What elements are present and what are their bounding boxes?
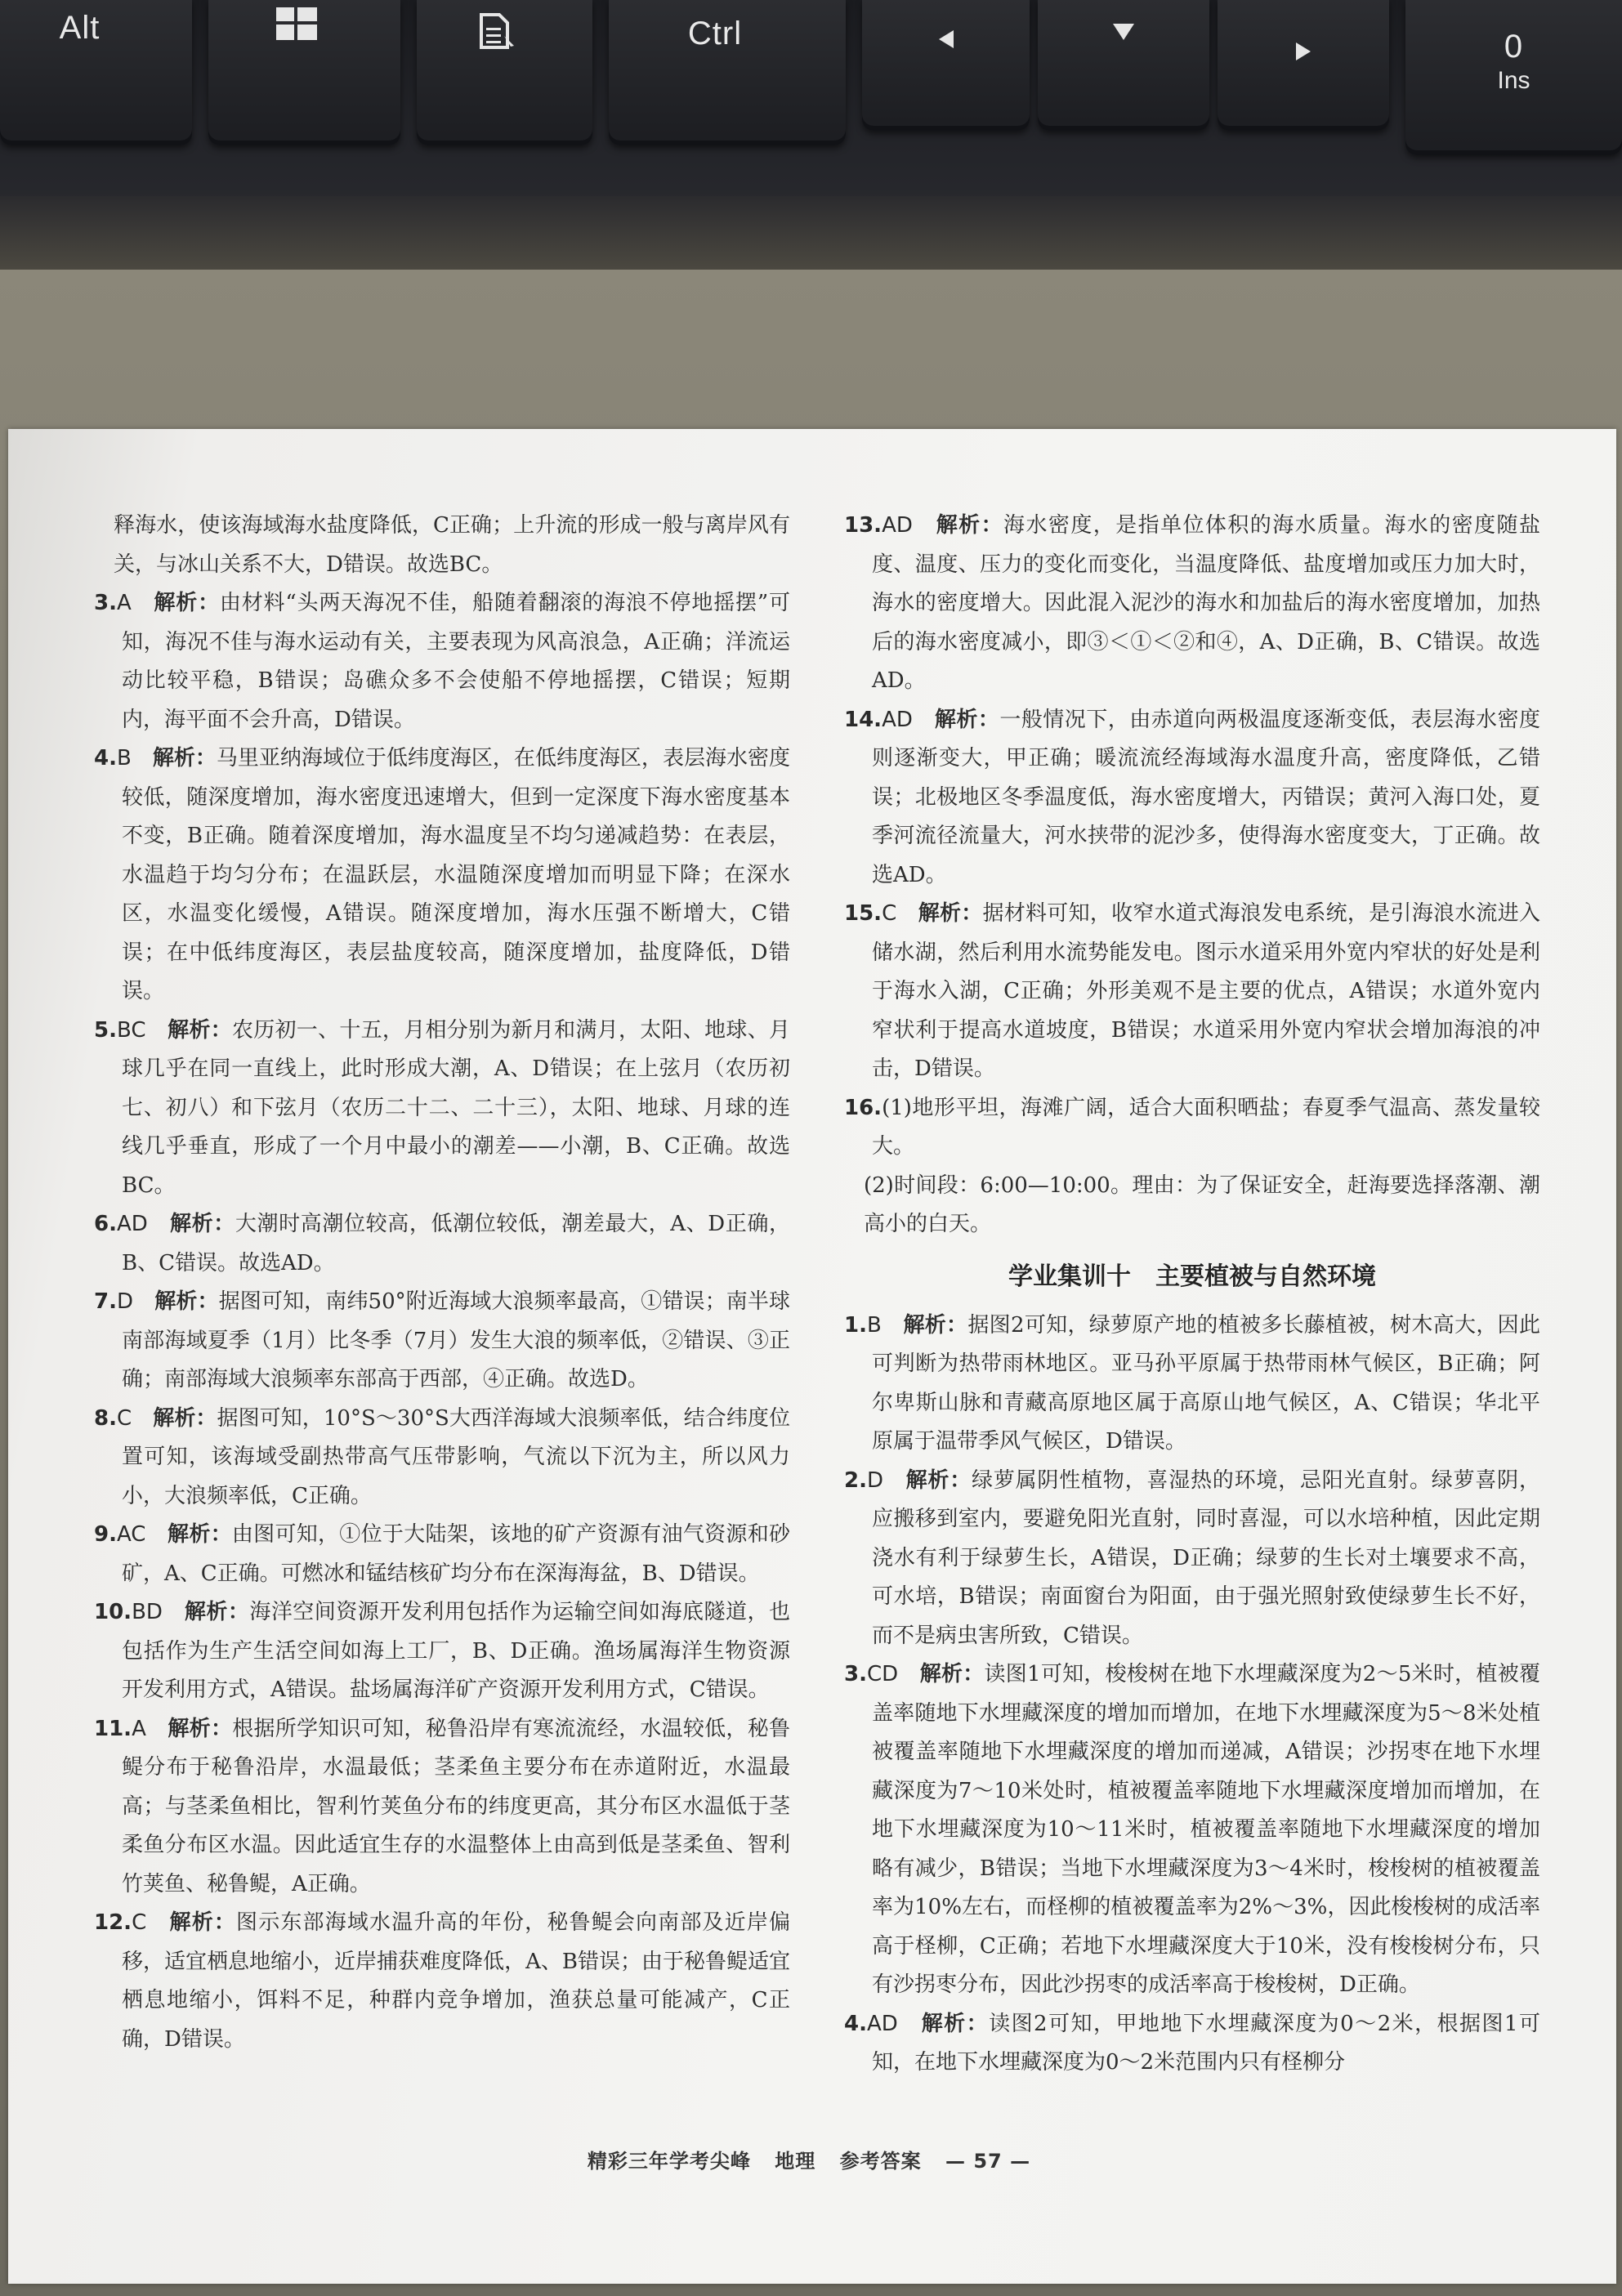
- left-column: [94, 507, 790, 2059]
- answer-item: [94, 1710, 790, 1905]
- arrow-right-icon: [1293, 41, 1314, 66]
- ins-key-top-label: 0: [1504, 29, 1524, 65]
- answer-text: 释海水，使该海域海水盐度降低，C正确；上升流的形成一般与离岸风有关，与冰山关系不大，D错误。故选BC。: [114, 513, 790, 577]
- question-number: 15.: [844, 901, 882, 926]
- question-number: 1.: [844, 1312, 867, 1338]
- analysis-label: 解析：: [921, 2011, 990, 2036]
- answer-text: 绿萝属阴性植物，喜湿热的环境，忌阳光直射。绿萝喜阴，应搬移到室内，要避免阳光直射，同时喜湿，可以水培种植，因此定期浇水有利于绿萝生长，A错误，D正确；绿萝的生长对土壤要求不高，可水培，B错误；南面窗台为阳面，由于强光照射致使绿萝生长不好，而不是病虫害所致，C错误。: [872, 1467, 1540, 1648]
- answer-item: [94, 1904, 790, 2059]
- footer-subject: 地理: [775, 2150, 816, 2173]
- question-number: 3.: [94, 591, 117, 615]
- arrow-left-key[interactable]: [862, 0, 1030, 131]
- answer-item: [844, 895, 1540, 1089]
- question-number: 7.: [94, 1289, 117, 1314]
- answer-choice: AD: [882, 513, 913, 538]
- question-number: 14.: [844, 707, 882, 732]
- analysis-label: 解析：: [153, 1405, 217, 1431]
- answer-text: 图示东部海域水温升高的年份，秘鲁鳀会向南部及近岸偏移，适宜栖息地缩小，近岸捕获难度降低，A、B错误；由于秘鲁鳀适宜栖息地缩小，饵料不足，种群内竞争增加，渔获总量可能减产，C正确，D错误。: [122, 1910, 790, 2052]
- menu-key-icon: [476, 11, 517, 56]
- question-number: 13.: [844, 513, 882, 538]
- answer-text: 大潮时高潮位较高，低潮位较低，潮差最大，A、D正确，B、C错误。故选AD。: [122, 1212, 790, 1275]
- answer-item: [94, 584, 790, 739]
- analysis-label: 解析：: [152, 746, 217, 771]
- answer-choice: BC: [116, 1017, 146, 1043]
- question-number: 4.: [844, 2011, 867, 2036]
- answer-text: 据图可知，南纬50°附近海域大浪频率最高，①错误；南半球南部海域夏季（1月）比冬季（7月）发生大浪的频率低，②错误、③正确；南部海域大浪频率东部高于西部，④正确。故选D。: [122, 1289, 790, 1391]
- analysis-label: 解析：: [168, 1522, 232, 1547]
- answer-choice: C: [132, 1910, 147, 1935]
- question-number: 4.: [94, 746, 117, 771]
- answer-text: (1)地形平坦，海滩广阔，适合大面积晒盐；春夏季气温高、蒸发量较大。: [872, 1095, 1540, 1159]
- answer-text: 海水密度，是指单位体积的海水质量。海水的密度随盐度、温度、压力的变化而变化，当温度降低、盐度增加或压力加大时，海水的密度增大。因此混入泥沙的海水和加盐后的海水密度增加，加热后的海水密度减小，即③＜①＜②和④，A、D正确，B、C错误。故选AD。: [872, 513, 1540, 693]
- analysis-label: 解析：: [169, 1910, 237, 1935]
- answer-text: 由图可知，①位于大陆架，该地的矿产资源有油气资源和砂矿，A、C正确。可燃冰和锰结核矿均分布在深海海盆，B、D错误。: [122, 1522, 790, 1586]
- answer-item: [94, 1400, 790, 1517]
- arrow-down-key[interactable]: [1038, 0, 1209, 131]
- ctrl-key-label: Ctrl: [687, 16, 743, 51]
- answer-choice: B: [116, 746, 132, 771]
- answer-choice: CD: [866, 1662, 899, 1686]
- answer-text: 农历初一、十五，月相分别为新月和满月，太阳、地球、月球几乎在同一直线上，此时形成大潮，A、D错误；在上弦月（农历初七、初八）和下弦月（农历二十二、二十三），太阳、地球、月球的连线几乎垂直，形成了一个月中最小的潮差——小潮，B、C正确。故选BC。: [122, 1017, 790, 1198]
- arrow-left-icon: [936, 29, 957, 54]
- answer-item: [844, 1307, 1540, 1462]
- answer-text: 据材料可知，收窄水道式海浪发电系统，是引海浪水流进入储水湖，然后利用水流势能发电。图示水道采用外宽内窄状的好处是利于海水入湖，C正确；外形美观不是主要的优点，A错误；水道外宽内窄状利于提高水道坡度，B错误；水道采用外宽内窄状会增加海浪的冲击，D错误。: [872, 901, 1540, 1081]
- question-number: 10.: [94, 1600, 132, 1624]
- answer-item: [844, 1655, 1540, 2005]
- footer-book-title: 精彩三年学考尖峰: [587, 2150, 751, 2173]
- answer-text: (2)时间段：6:00—10:00。理由：为了保证安全，赶海要选择落潮、潮高小的白天。: [864, 1173, 1540, 1236]
- right-column-top: [844, 507, 1540, 1244]
- footer-page-number: — 57 —: [945, 2150, 1031, 2173]
- answer-item: [844, 1462, 1540, 1656]
- answer-text: 据图可知，10°S～30°S大西洋海域大浪频率低，结合纬度位置可知，该海域受副热带高气压带影响，气流以下沉为主，所以风力小，大浪频率低，C正确。: [122, 1405, 790, 1508]
- right-column: [844, 507, 1540, 2083]
- analysis-label: 解析：: [154, 1289, 219, 1314]
- analysis-label: 解析：: [168, 1716, 233, 1741]
- question-number: 2.: [844, 1467, 867, 1493]
- answer-choice: C: [116, 1405, 132, 1431]
- answer-choice: C: [882, 901, 897, 926]
- answer-item: [94, 739, 790, 1012]
- right-column-bottom: [844, 1307, 1540, 2083]
- answer-choice: AC: [116, 1522, 146, 1547]
- menu-key[interactable]: [417, 0, 592, 145]
- analysis-label: 解析：: [168, 1017, 232, 1043]
- answer-item: [94, 1516, 790, 1593]
- answer-item: [844, 701, 1540, 896]
- ins-key[interactable]: [1405, 0, 1622, 155]
- answer-choice: AD: [882, 707, 913, 732]
- windows-logo-icon: [276, 7, 317, 44]
- answer-text: 由材料“头两天海况不佳，船随着翻滚的海浪不停地摇摆”可知，海况不佳与海水运动有关，主要表现为风高浪急，A正确；洋流运动比较平稳，B错误；岛礁众多不会使船不停地摇摆，C错误；短期内，海平面不会升高，D错误。: [122, 591, 790, 732]
- answer-item: [94, 507, 790, 584]
- answer-text: 根据所学知识可知，秘鲁沿岸有寒流流经，水温较低，秘鲁鳀分布于秘鲁沿岸，水温最低；茎柔鱼主要分布在赤道附近，水温最高；与茎柔鱼相比，智利竹荚鱼分布的纬度更高，其分布区水温低于茎柔鱼分布区水温。因此适宜生存的水温整体上由高到低是茎柔鱼、智利竹荚鱼、秘鲁鳀，A正确。: [122, 1716, 790, 1896]
- analysis-label: 解析：: [170, 1212, 235, 1236]
- question-number: 9.: [94, 1522, 117, 1547]
- analysis-label: 解析：: [154, 591, 220, 615]
- answer-text: 海洋空间资源开发利用包括作为运输空间如海底隧道，也包括作为生产生活空间如海上工厂，B、D正确。渔场属海洋生物资源开发利用方式，A错误。盐场属海洋矿产资源开发利用方式，C错误。: [122, 1600, 790, 1702]
- answer-text: 一般情况下，由赤道向两极温度逐渐变低，表层海水密度则逐渐变大，甲正确；暖流流经海域海水温度升高，密度降低，乙错误；北极地区冬季温度低，海水密度增大，丙错误；黄河入海口处，夏季河流径流量大，河水挟带的泥沙多，使得海水密度变大，丁正确。故选AD。: [872, 707, 1540, 887]
- ctrl-key[interactable]: [609, 0, 846, 145]
- analysis-label: 解析：: [918, 901, 983, 926]
- answer-choice: BD: [132, 1600, 163, 1624]
- answer-item: [94, 1593, 790, 1710]
- alt-key-label: Alt: [59, 9, 101, 46]
- keyboard-edge: [0, 196, 1622, 270]
- question-number: 5.: [94, 1017, 117, 1043]
- question-number: 3.: [844, 1662, 867, 1686]
- ins-key-bottom-label: Ins: [1497, 67, 1530, 94]
- answer-choice: B: [866, 1312, 882, 1338]
- answer-text: 据图2可知，绿萝原产地的植被多长藤植被，树木高大，因此可判断为热带雨林地区。亚马孙平原属于热带雨林气候区，B正确；阿尔卑斯山脉和青藏高原地区属于高原山地气候区，A、C错误；华北平原属于温带季风气候区，D错误。: [872, 1312, 1540, 1454]
- answer-item: [94, 1012, 790, 1206]
- question-number: 16.: [844, 1095, 882, 1120]
- ins-key-labels: [1497, 27, 1530, 96]
- answer-item: [844, 1089, 1540, 1167]
- question-number: 11.: [94, 1716, 132, 1741]
- answer-item: [94, 1205, 790, 1283]
- question-number: 8.: [94, 1405, 117, 1431]
- analysis-label: 解析：: [905, 1467, 972, 1493]
- answer-item: [94, 1283, 790, 1400]
- windows-key[interactable]: [208, 0, 400, 145]
- page-footer: [94, 2145, 1524, 2173]
- arrow-down-icon: [1111, 20, 1136, 46]
- answer-choice: D: [866, 1467, 883, 1493]
- answer-choice: AD: [116, 1212, 148, 1236]
- answer-item: [844, 507, 1540, 701]
- answer-text: 读图2可知，甲地地下水埋藏深度为0～2米，根据图1可知，在地下水埋藏深度为0～2米范围内只有柽柳分: [872, 2011, 1540, 2075]
- question-number: 6.: [94, 1212, 117, 1236]
- analysis-label: 解析：: [936, 513, 1004, 538]
- answer-choice: D: [116, 1289, 133, 1314]
- answer-text: 马里亚纳海域位于低纬度海区，在低纬度海区，表层海水密度较低，随深度增加，海水密度迅速增大，但到一定深度下海水密度基本不变，B正确。随着深度增加，海水温度呈不均匀递减趋势：在表层，水温趋于均匀分布；在温跃层，水温随深度增加而明显下降；在深水区，水温变化缓慢，A错误。随深度增加，海水压强不断增大，C错误；在中低纬度海区，表层盐度较高，随深度增加，盐度降低，D错误。: [122, 746, 790, 1003]
- analysis-label: 解析：: [934, 707, 1000, 732]
- analysis-label: 解析：: [184, 1600, 250, 1624]
- alt-key[interactable]: [0, 0, 192, 145]
- question-number: 12.: [94, 1910, 132, 1935]
- analysis-label: 解析：: [919, 1662, 985, 1686]
- answer-item: [844, 2005, 1540, 2083]
- answer-text: 读图1可知，梭梭树在地下水埋藏深度为2～5米时，植被覆盖率随地下水埋藏深度的增加而增加，在地下水埋藏深度为5～8米处植被覆盖率随地下水埋藏深度的增加而递减，A错误；沙拐枣在地下水埋藏深度为7～10米处时，植被覆盖率随地下水埋藏深度增加而增加，在地下水埋藏深度为10～11米时，植被覆盖率随地下水埋藏深度的增加略有减少，B错误；当地下水埋藏深度为3～4米时，梭梭树的植被覆盖率为10%左右，而柽柳的植被覆盖率为2%～3%，因此梭梭树的成活率高于柽柳，C正确；若地下水埋藏深度大于10米，没有梭梭树分布，只有沙拐枣分布，因此沙拐枣的成活率高于梭梭树，D正确。: [872, 1662, 1540, 1997]
- answer-item: [844, 1167, 1540, 1244]
- section-title: 学业集训十 主要植被与自然环境: [1008, 1262, 1376, 1291]
- answer-choice: AD: [866, 2011, 898, 2036]
- analysis-label: 解析：: [903, 1312, 968, 1338]
- answer-choice: A: [132, 1716, 146, 1741]
- keyboard: [0, 0, 1622, 270]
- answer-choice: A: [116, 591, 132, 615]
- arrow-right-key[interactable]: [1218, 0, 1389, 131]
- footer-kind: 参考答案: [839, 2150, 922, 2173]
- page-content: [94, 507, 1540, 2182]
